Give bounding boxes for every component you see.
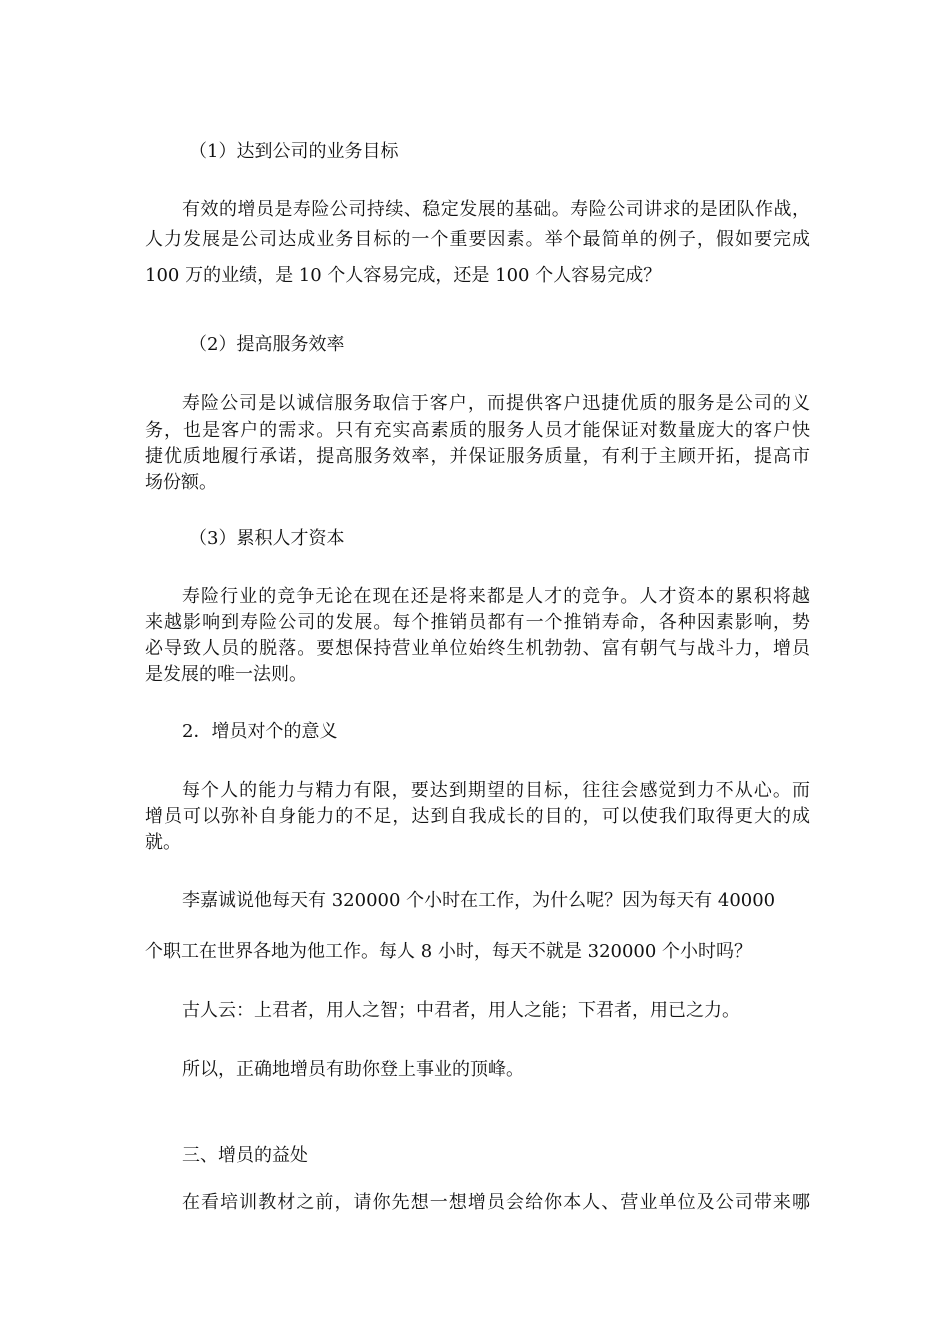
text-line: 在看培训教材之前，请你先想一想增员会给你本人、营业单位及公司带来哪 (182, 1192, 810, 1213)
text-line: 务，也是客户的需求。只有充实高素质的服务人员才能保证对数量庞大的客户快 (145, 420, 810, 441)
paragraph: 所以，正确地增员有助你登上事业的顶峰。 (182, 1059, 524, 1080)
text-line: 100 万的业绩，是 10 个人容易完成，还是 100 个人容易完成？ (145, 265, 662, 286)
text-line: 有效的增员是寿险公司持续、稳定发展的基础。寿险公司讲求的是团队作战， (182, 199, 810, 220)
section-heading: 2．增员对个的意义 (182, 721, 338, 742)
text-line: 个职工在世界各地为他工作。每人 8 小时，每天不就是 320000 个小时吗？ (145, 941, 753, 962)
section-heading: （3）累积人才资本 (189, 528, 345, 549)
text-line: 是发展的唯一法则。 (145, 664, 307, 685)
text-line: 场份额。 (145, 472, 217, 493)
text-line: 来越影响到寿险公司的发展。每个推销员都有一个推销寿命，各种因素影响，势 (145, 612, 810, 633)
text-line: 寿险公司是以诚信服务取信于客户，而提供客户迅捷优质的服务是公司的义 (182, 393, 810, 414)
paragraph: 古人云：上君者，用人之智；中君者，用人之能；下君者，用已之力。 (182, 1000, 740, 1021)
text-line: 寿险行业的竞争无论在现在还是将来都是人才的竞争。人才资本的累积将越 (182, 586, 810, 607)
text-line: 每个人的能力与精力有限，要达到期望的目标，往往会感觉到力不从心。而 (182, 780, 810, 801)
text-line: 增员可以弥补自身能力的不足，达到自我成长的目的，可以使我们取得更大的成 (145, 806, 810, 827)
section-heading: （1）达到公司的业务目标 (189, 141, 399, 162)
text-line: 人力发展是公司达成业务目标的一个重要因素。举个最简单的例子，假如要完成 (145, 229, 810, 250)
text-line: 必导致人员的脱落。要想保持营业单位始终生机勃勃、富有朝气与战斗力，增员 (145, 638, 810, 659)
section-heading: 三、增员的益处 (182, 1145, 308, 1166)
text-line: 捷优质地履行承诺，提高服务效率，并保证服务质量，有利于主顾开拓，提高市 (145, 446, 810, 467)
text-line: 就。 (145, 832, 181, 853)
section-heading: （2）提高服务效率 (189, 334, 345, 355)
text-line: 李嘉诚说他每天有 320000 个小时在工作，为什么呢？因为每天有 40000 (182, 890, 776, 911)
